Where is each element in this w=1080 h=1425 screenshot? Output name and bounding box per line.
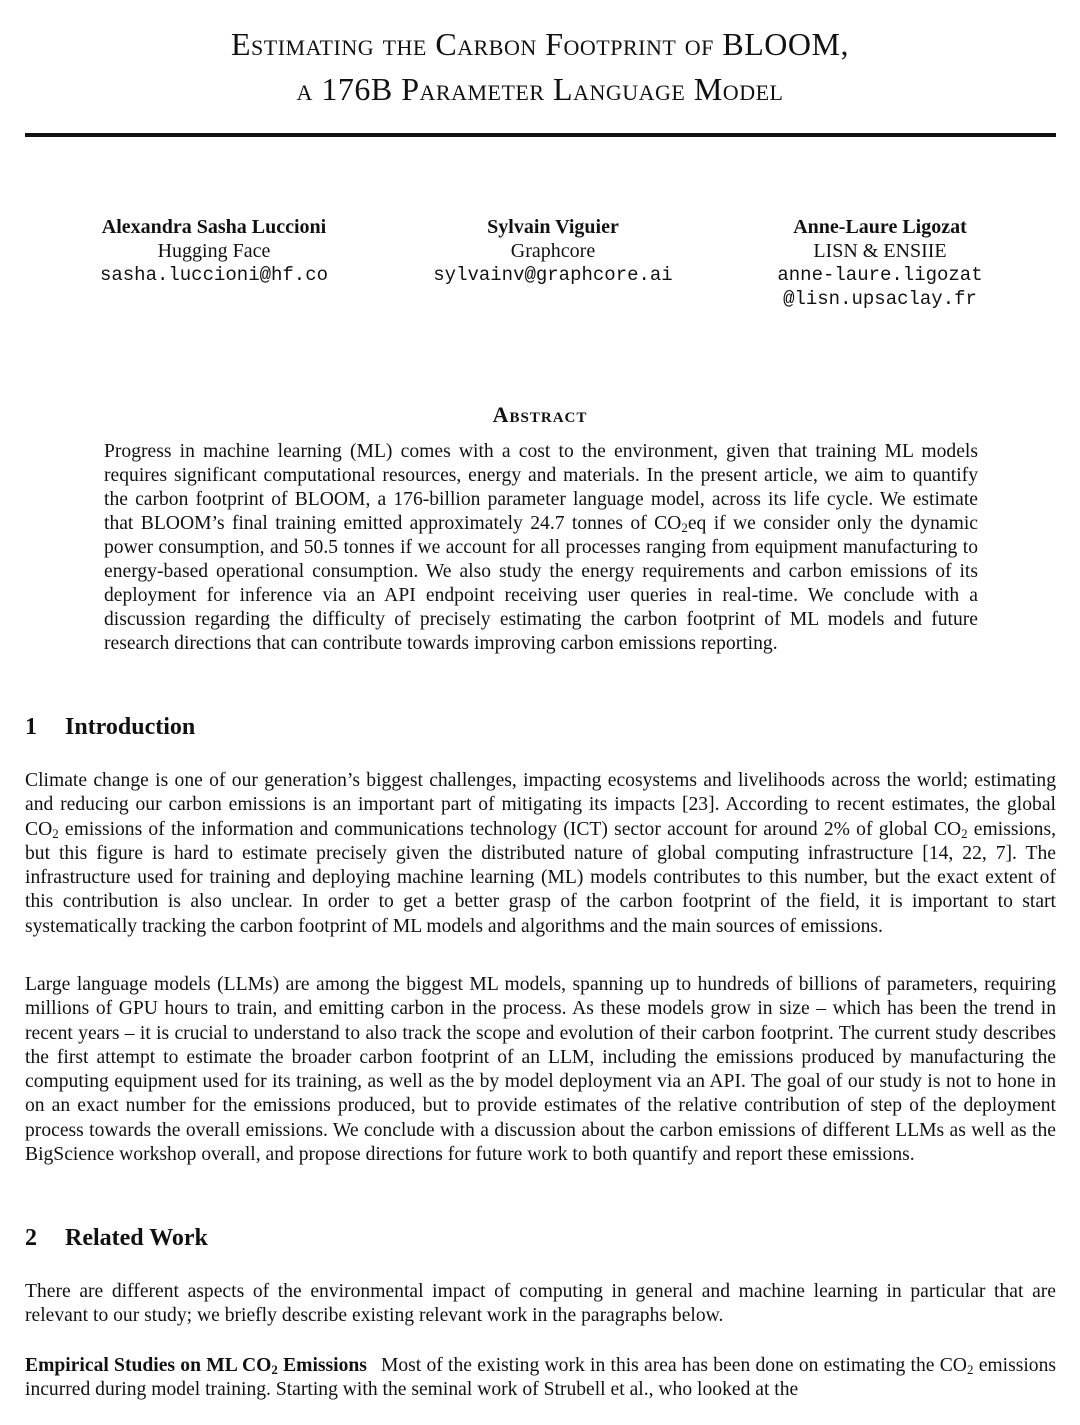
author-email[interactable]: sasha.luccioni@hf.co [99, 264, 329, 286]
author-email-line-1[interactable]: anne-laure.ligozat [777, 264, 983, 286]
runin-heading-text: Emissions [277, 1355, 367, 1376]
abstract-text-part: Progress in machine learning (ML) comes with a cost to the environment, given that training ML models requires significant computational resources, energy and materials. In the present article, we aim to quantify the carbon footprint of BLOOM, a 176-billion parameter language model, across its life cycle. We estimate that BLOOM’s final training emitted approximately 24.7 tonnes of CO [104, 441, 978, 534]
author-affiliation: Graphcore [510, 240, 596, 262]
subscript-2: 2 [966, 1362, 974, 1377]
paragraph-text: emissions of the information and communications technology (ICT) sector account for around 2% of global CO [58, 818, 962, 840]
author-email[interactable]: sylvainv@graphcore.ai [433, 264, 673, 286]
related-paragraph-1: There are different aspects of the environmental impact of computing in general and machine learning in particular that are relevant to our study; we briefly describe existing relevant work in the paragraphs below. [25, 1281, 1056, 1327]
author-name: Anne-Laure Ligozat [793, 216, 967, 238]
title-line-1: Estimating the Carbon Footprint of BLOOM, [231, 26, 849, 62]
paper-title [0, 22, 1080, 112]
author-affiliation: LISN & ENSIIE [813, 240, 947, 262]
author-block-1 [54, 215, 374, 287]
author-block-3 [720, 215, 1040, 311]
section-heading-introduction [25, 714, 195, 741]
abstract-text-part: eq if we consider only the dynamic power consumption, and 50.5 tonnes if we account for all processes ranging from equipment manufacturing to energy-based operational consumption. We also study the energy requirements and carbon emissions of its deployment for inference via an API endpoint receiving user queries in real-time. We conclude with a discussion regarding the difficulty of precisely estimating the carbon footprint of ML models and future research directions that can contribute towards improving carbon emissions reporting. [104, 513, 978, 654]
paragraph-text: Climate change is one of our generation’s biggest challenges, impacting ecosystems and livelihoods across the world; estimating and reducing our carbon emissions is an important part of mitigating its impacts [23]. According to recent estimates, the global CO [25, 770, 1056, 840]
author-affiliation: Hugging Face [157, 240, 271, 262]
paragraph-text: emissions, but this figure is hard to estimate precisely given the distributed nature of global computing infrastructure [14, 22, 7]. The infrastructure used for training and deploying machine learning (ML) models contributes to this number, but the exact extent of this contribution is also unclear. In order to get a better grasp of the carbon footprint of the field, it is important to start systematically tracking the carbon footprint of ML models and algorithms and the main sources of emissions. [25, 818, 1057, 937]
intro-paragraph-1 [25, 769, 1056, 939]
section-number: 1 [25, 714, 37, 740]
related-paragraph-2 [25, 1354, 1056, 1403]
section-number: 2 [25, 1225, 37, 1251]
paragraph-text: emissions incurred during model training. Starting with the seminal work of Strubell et al., who looked at the [25, 1355, 1056, 1401]
author-name: Alexandra Sasha Luccioni [101, 216, 327, 238]
author-email-line-2[interactable]: @lisn.upsaclay.fr [783, 288, 977, 310]
subscript-2: 2 [961, 825, 968, 841]
section-title: Introduction [65, 714, 196, 740]
author-block-2 [393, 215, 713, 287]
abstract-heading: Abstract [492, 402, 588, 427]
paragraph-text: Most of the existing work in this area has been done on estimating the CO [380, 1355, 967, 1376]
title-line-2: a 176B Parameter Language Model [296, 71, 784, 107]
subscript-2: 2 [681, 520, 688, 535]
runin-heading [25, 1355, 367, 1376]
section-title: Related Work [65, 1225, 208, 1251]
intro-paragraph-2: Large language models (LLMs) are among the biggest ML models, spanning up to hundreds of billions of parameters, requiring millions of GPU hours to train, and emitting carbon in the process. As these models grow in size – which has been the trend in recent years – it is crucial to understand to also track the scope and evolution of their carbon footprint. The current study describes the first attempt to estimate the broader carbon footprint of an LLM, including the emissions produced by manufacturing the computing equipment used for its training, as well as the by model deployment via an API. The goal of our study is not to hone in on an exact number for the emissions produced, but to provide estimates of the relative contribution of step of the deployment process towards the overall emissions. We conclude with a discussion about the carbon emissions of different LLMs as well as the BigScience workshop overall, and propose directions for future work to both quantify and report these emissions. [25, 974, 1056, 1166]
runin-heading-text: Empirical Studies on ML CO [25, 1355, 272, 1376]
section-heading-related-work [25, 1225, 208, 1252]
author-name: Sylvain Viguier [487, 216, 619, 238]
abstract-text [104, 440, 978, 656]
title-rule [25, 133, 1056, 137]
subscript-2: 2 [271, 1362, 278, 1377]
subscript-2: 2 [52, 825, 59, 841]
